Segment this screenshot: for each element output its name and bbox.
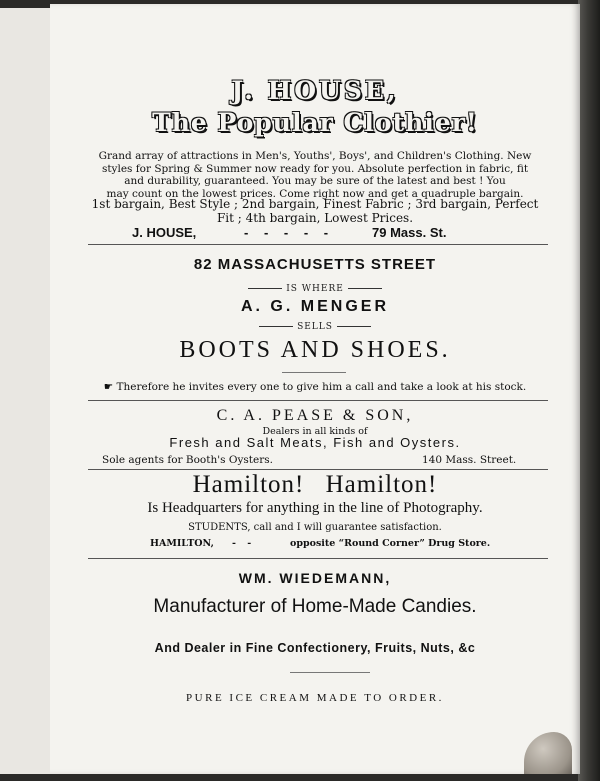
- ad1-bargain-line: 1st bargain, Best Style ; 2nd bargain, Finest Fabric ; 3rd bargain, Perfect: [91, 197, 539, 211]
- ad1-footer-name: J. HOUSE,: [132, 225, 197, 240]
- short-divider: [290, 672, 370, 673]
- book-cover-edge: [578, 0, 600, 781]
- ad5-trade: Manufacturer of Home-Made Candies.: [153, 596, 477, 617]
- ad2-sells-text: SELLS: [297, 322, 333, 332]
- ad1-bargains: [50, 197, 580, 225]
- ad2-invite: Therefore he invites every one to give him a call and take a look at his stock.: [116, 381, 527, 393]
- divider: [88, 244, 548, 245]
- ad1-footer-dashes: - - - - -: [244, 225, 335, 240]
- ad2-invite-line: [50, 381, 580, 393]
- pointing-hand-icon: ☛: [103, 381, 114, 393]
- ad5-ice-cream: PURE ICE CREAM MADE TO ORDER.: [186, 692, 444, 704]
- ad3-agents: Sole agents for Booth's Oysters.: [102, 454, 273, 466]
- ad2-address: 82 MASSACHUSETTS STREET: [193, 256, 437, 273]
- ad2-is-where-text: IS WHERE: [286, 284, 344, 294]
- ad1-body-line: and durability, guaranteed. You may be sure of the latest and best ! You: [124, 175, 506, 187]
- ad2-name: A. G. MENGER: [240, 298, 389, 315]
- ad1-bargain-line: Fit ; 4th bargain, Lowest Prices.: [216, 211, 414, 225]
- ad1-body-line: styles for Spring & Summer now ready for you. Absolute perfection in fabric, fit: [101, 162, 529, 175]
- ad4-headline: Hamilton! Hamilton!: [192, 471, 438, 498]
- short-divider: [282, 372, 346, 373]
- ad4-footer-dashes: - -: [232, 538, 256, 549]
- divider: [88, 469, 548, 470]
- ad4-students: STUDENTS, call and I will guarantee satisfaction.: [188, 522, 442, 533]
- ad1-footer-address: 79 Mass. St.: [372, 225, 447, 240]
- ad2-product: BOOTS AND SHOES.: [179, 337, 451, 363]
- ad5-dealer: And Dealer in Fine Confectionery, Fruits, Nuts, &c: [154, 641, 476, 655]
- ad4-line: Is Headquarters for anything in the line of Photography.: [147, 500, 483, 516]
- ad1-body-line: Grand array of attractions in Men's, Youths', Boys', and Children's Clothing. New: [98, 150, 532, 162]
- ad5-name: WM. WIEDEMANN,: [238, 570, 392, 586]
- ad3-goods: Fresh and Salt Meats, Fish and Oysters.: [169, 435, 461, 450]
- ad2-is-where: [50, 284, 580, 294]
- ad3-dealers: Dealers in all kinds of: [262, 426, 368, 437]
- ad1-body: [50, 150, 580, 200]
- ad1-body-line: may count on the lowest prices. Come right now and get a quadruple bargain.: [106, 187, 524, 200]
- divider: [88, 558, 548, 559]
- divider: [88, 400, 548, 401]
- ad2-sells: [50, 322, 580, 332]
- left-page-edge: [0, 8, 52, 774]
- ad1-tagline: The Popular Clothier!: [152, 108, 478, 137]
- ad4-footer-name: HAMILTON,: [150, 538, 214, 549]
- advertisement-page: [50, 4, 580, 774]
- ad4-footer-text: opposite “Round Corner” Drug Store.: [290, 538, 491, 549]
- ad3-address: 140 Mass. Street.: [422, 454, 517, 466]
- ad1-name: J. HOUSE,: [231, 76, 399, 105]
- thumb-shadow: [524, 732, 572, 774]
- ad3-name: C. A. PEASE & SON,: [216, 407, 414, 424]
